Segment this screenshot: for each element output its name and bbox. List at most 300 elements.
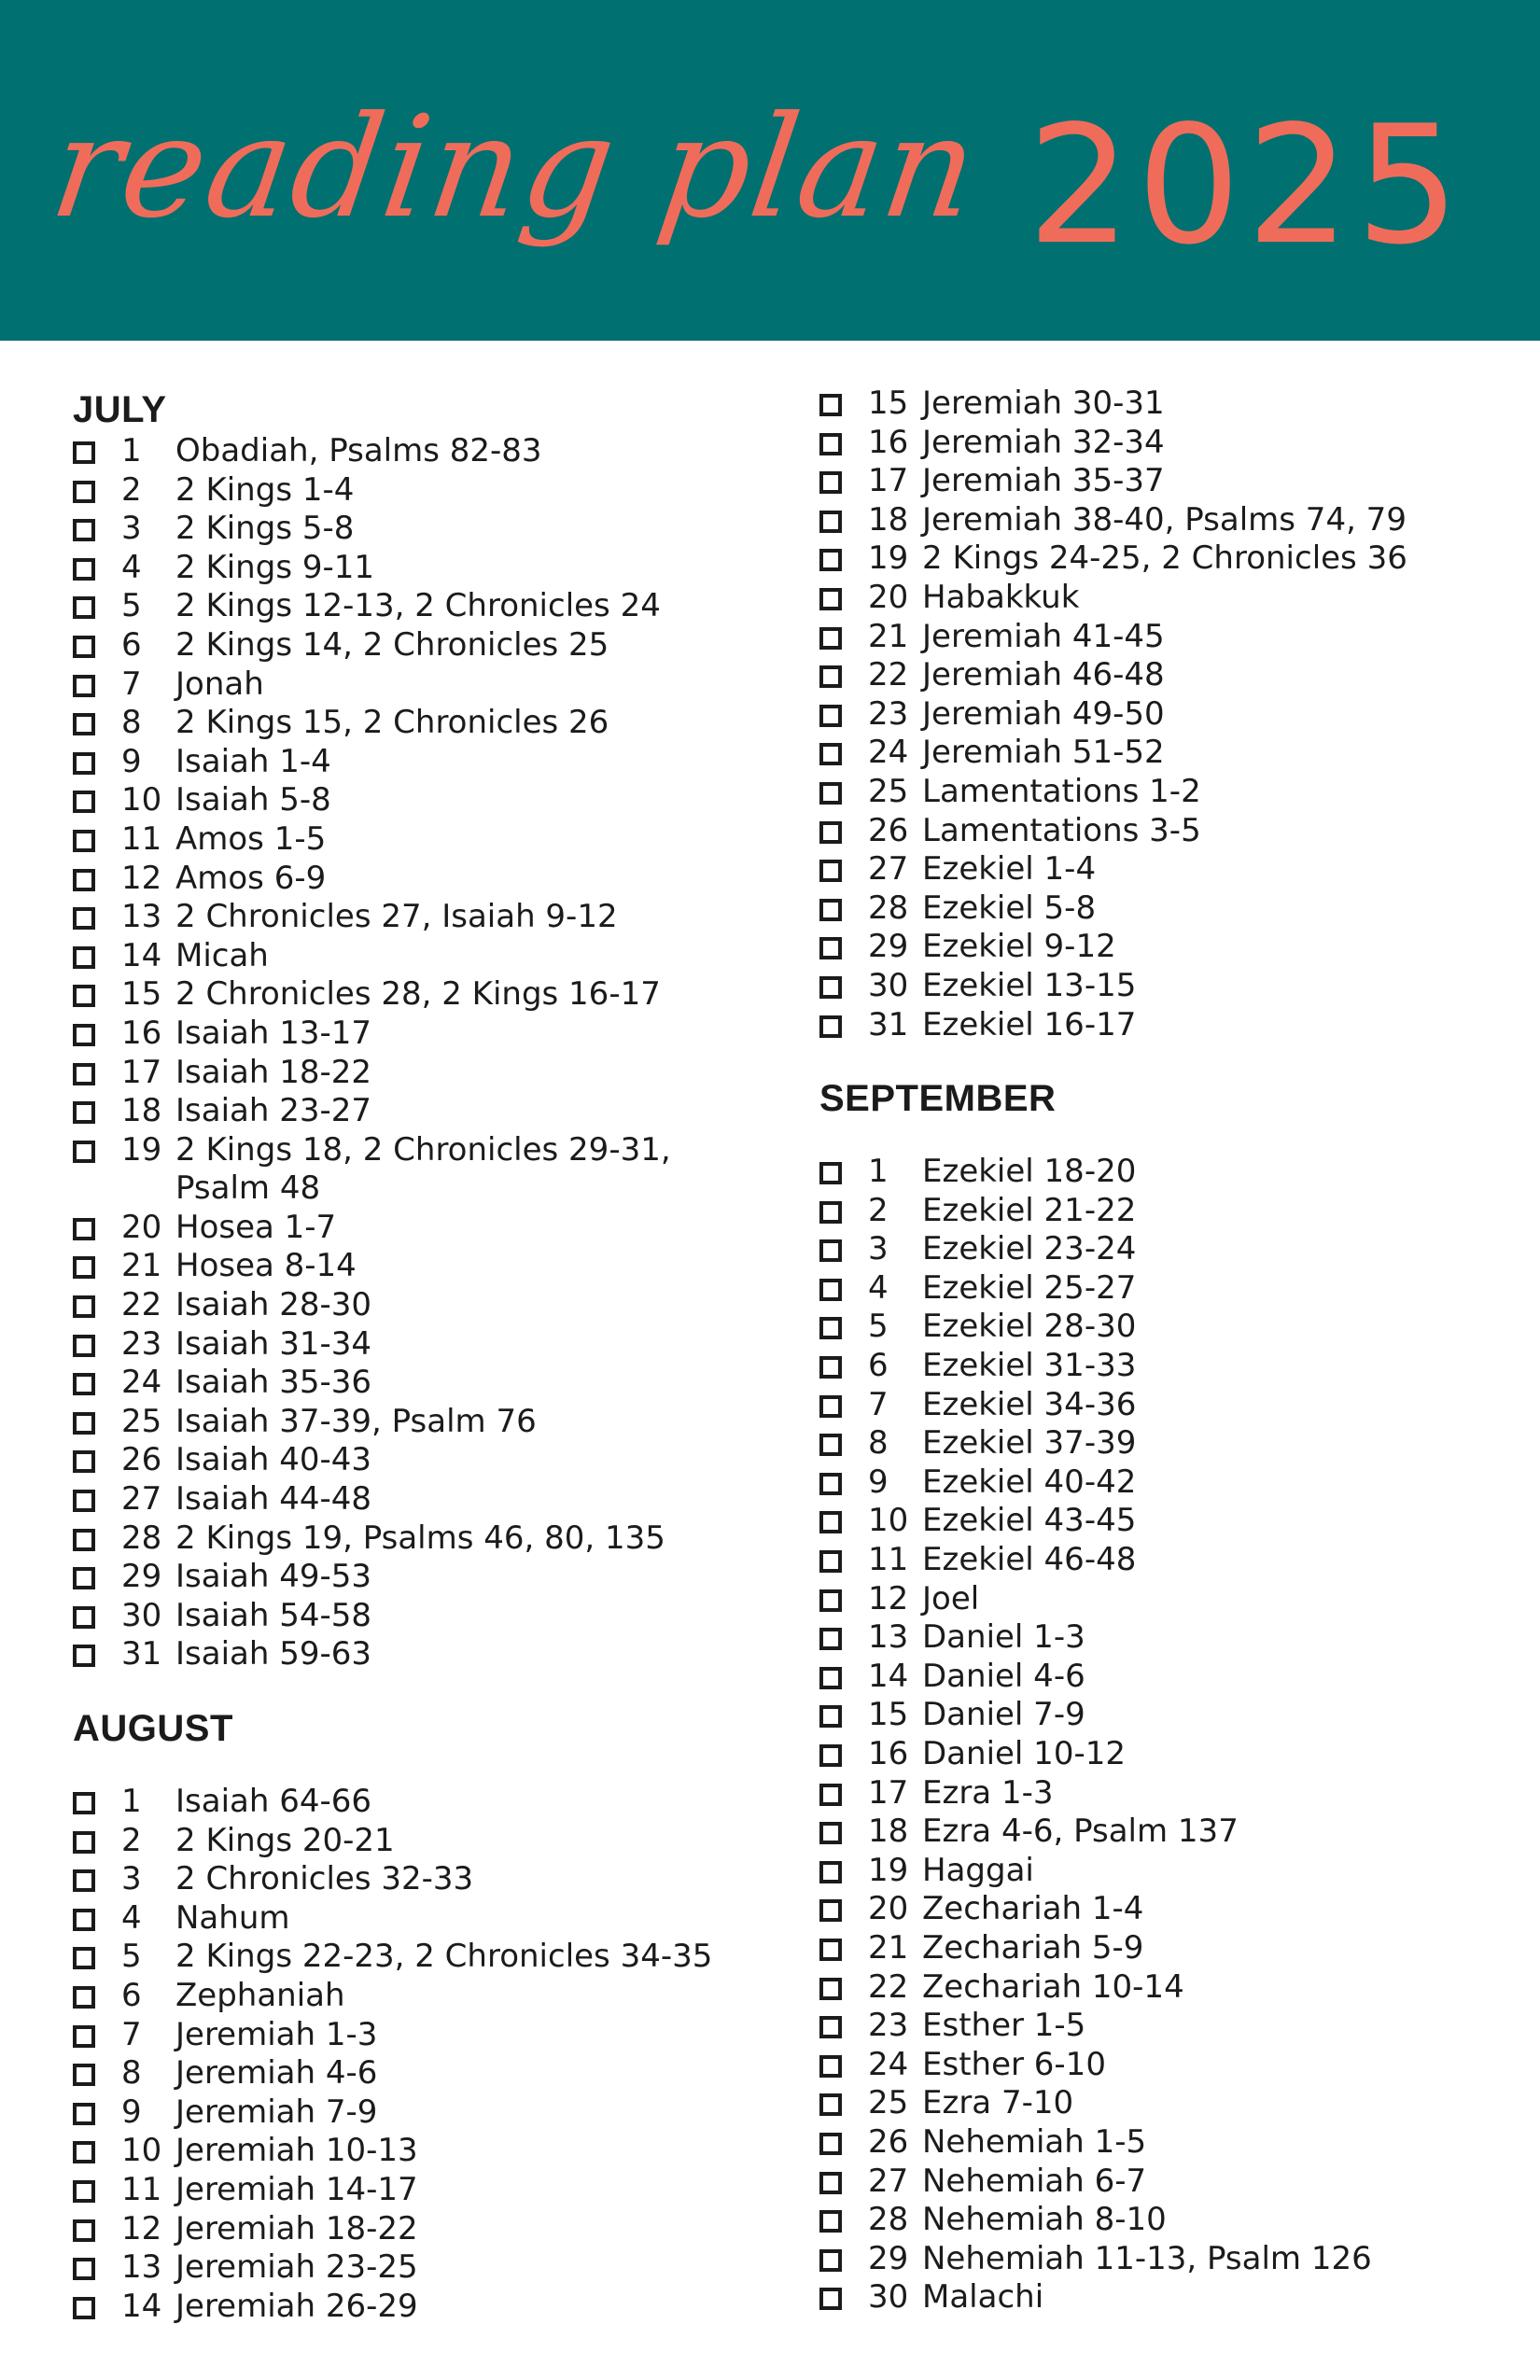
checkbox[interactable] (819, 1511, 842, 1533)
reading-row (73, 1519, 763, 1559)
checkbox[interactable] (819, 1705, 842, 1728)
reading-text-line: Jeremiah 14-17 (175, 2170, 418, 2208)
reading-text (175, 1286, 763, 1325)
checkbox[interactable] (73, 1335, 95, 1357)
reading-text-line: Esther 1-5 (922, 2007, 1086, 2045)
reading-text-line: Amos 1-5 (175, 819, 327, 858)
day-number: 24 (868, 734, 909, 772)
checkbox[interactable] (73, 1645, 95, 1667)
left-column (73, 387, 763, 2326)
reading-text-line: 2 Kings 18, 2 Chronicles 29-31, (175, 1130, 671, 1169)
checkbox[interactable] (819, 1628, 842, 1650)
reading-text (175, 1092, 763, 1131)
day-number: 4 (868, 1268, 889, 1307)
day-number: 23 (121, 1324, 162, 1363)
reading-row (73, 1325, 763, 1365)
checkbox[interactable] (819, 471, 842, 494)
checkbox[interactable] (819, 1589, 842, 1612)
day-number: 23 (868, 2007, 909, 2045)
reading-row (819, 618, 1510, 657)
checkbox[interactable] (819, 2133, 842, 2155)
reading-text (175, 1597, 763, 1636)
reading-row (819, 501, 1510, 540)
day-number: 8 (121, 704, 142, 742)
reading-row (819, 1006, 1510, 1045)
day-number: 17 (868, 462, 909, 500)
checkbox[interactable] (819, 2288, 842, 2310)
day-number: 6 (121, 1976, 142, 2014)
checkbox[interactable] (73, 1412, 95, 1435)
reading-text-line: Isaiah 49-53 (175, 1558, 372, 1596)
checkbox[interactable] (73, 2103, 95, 2125)
day-number: 17 (121, 1053, 162, 1091)
day-number: 18 (868, 1813, 909, 1851)
reading-row (73, 1209, 763, 1248)
reading-text (175, 860, 763, 899)
reading-text (922, 1541, 1510, 1580)
reading-text-line: Jeremiah 49-50 (922, 694, 1165, 733)
checkbox[interactable] (73, 1101, 95, 1124)
reading-text-line: Isaiah 64-66 (175, 1783, 372, 1820)
checkbox[interactable] (819, 2016, 842, 2038)
reading-list-july (73, 432, 763, 1674)
reading-text-line: Ezekiel 13-15 (922, 966, 1137, 1004)
reading-text-line: Ezekiel 25-27 (922, 1268, 1137, 1307)
day-number: 10 (868, 1502, 909, 1540)
reading-text-line: Jeremiah 23-25 (175, 2248, 418, 2287)
reading-text-line: Ezekiel 28-30 (922, 1308, 1137, 1346)
reading-text-line: 2 Kings 14, 2 Chronicles 25 (175, 625, 609, 664)
day-number: 19 (868, 539, 909, 578)
checkbox[interactable] (819, 1784, 842, 1806)
reading-text-line: Jeremiah 46-48 (922, 656, 1165, 694)
reading-row (819, 1580, 1510, 1619)
reading-row (73, 2288, 763, 2327)
reading-text-line: Jeremiah 38-40, Psalms 74, 79 (922, 500, 1407, 539)
reading-text (922, 1386, 1510, 1425)
day-number: 30 (121, 1596, 162, 1634)
reading-text-line: Jeremiah 18-22 (175, 2209, 418, 2247)
reading-text (922, 1618, 1510, 1658)
checkbox[interactable] (819, 2249, 842, 2272)
reading-text-line: Isaiah 35-36 (175, 1364, 372, 1402)
reading-text (175, 1441, 763, 1480)
reading-row (73, 975, 763, 1015)
reading-text (922, 2278, 1510, 2317)
reading-text (922, 1308, 1510, 1347)
reading-text-line: Isaiah 31-34 (175, 1324, 372, 1363)
reading-row (819, 1735, 1510, 1774)
reading-row (819, 967, 1510, 1006)
reading-row (819, 385, 1510, 424)
day-number: 16 (868, 423, 909, 461)
reading-text-line: Ezekiel 31-33 (922, 1347, 1137, 1385)
checkbox[interactable] (73, 1490, 95, 1512)
reading-row (73, 1286, 763, 1325)
checkbox[interactable] (73, 752, 95, 775)
reading-text-line: Zechariah 1-4 (922, 1890, 1144, 1928)
day-number: 5 (868, 1308, 889, 1346)
day-number: 2 (868, 1191, 889, 1229)
checkbox[interactable] (819, 1239, 842, 1262)
reading-text (922, 424, 1510, 463)
reading-text (922, 1463, 1510, 1503)
day-number: 13 (121, 2248, 162, 2287)
reading-text-line: Isaiah 13-17 (175, 1014, 372, 1052)
checkbox[interactable] (73, 596, 95, 619)
reading-row (819, 1230, 1510, 1269)
day-number: 10 (121, 2132, 162, 2170)
checkbox[interactable] (819, 937, 842, 959)
day-number: 21 (121, 1247, 162, 1285)
checkbox[interactable] (819, 1899, 842, 1922)
checkbox[interactable] (73, 791, 95, 813)
month-heading-july: JULY (73, 389, 167, 430)
checkbox[interactable] (73, 1831, 95, 1854)
reading-row (819, 1424, 1510, 1463)
checkbox[interactable] (73, 636, 95, 658)
checkbox[interactable] (819, 1473, 842, 1495)
reading-text-line: Daniel 7-9 (922, 1696, 1085, 1734)
reading-row (73, 1635, 763, 1674)
checkbox[interactable] (819, 821, 842, 844)
reading-row (819, 2046, 1510, 2085)
reading-row (73, 665, 763, 705)
reading-text (175, 1783, 763, 1822)
reading-text (175, 432, 763, 471)
reading-text-line: Daniel 4-6 (922, 1657, 1085, 1695)
reading-row (73, 860, 763, 899)
reading-row (73, 704, 763, 743)
reading-row (819, 889, 1510, 929)
reading-row (819, 1813, 1510, 1852)
reading-row (819, 1968, 1510, 2008)
day-number: 1 (121, 1783, 142, 1820)
checkbox[interactable] (819, 1395, 842, 1418)
checkbox[interactable] (819, 1822, 842, 1844)
day-number: 3 (868, 1230, 889, 1268)
reading-text-line: Nehemiah 8-10 (922, 2201, 1167, 2239)
reading-row (819, 850, 1510, 889)
reading-text (922, 1852, 1510, 1891)
reading-row (73, 898, 763, 937)
checkbox[interactable] (819, 1279, 842, 1301)
checkbox[interactable] (819, 1939, 842, 1961)
checkbox[interactable] (819, 2172, 842, 2194)
checkbox[interactable] (73, 1567, 95, 1589)
checkbox[interactable] (819, 2093, 842, 2116)
reading-text (922, 1230, 1510, 1269)
day-number: 24 (121, 1364, 162, 1402)
checkbox[interactable] (73, 869, 95, 891)
day-number: 29 (868, 928, 909, 966)
day-number: 22 (868, 1967, 909, 2006)
reading-text-line: Jeremiah 26-29 (175, 2287, 418, 2325)
reading-row (819, 1153, 1510, 1192)
reading-text-line: Lamentations 3-5 (922, 811, 1201, 849)
reading-text-line: Ezekiel 37-39 (922, 1424, 1137, 1463)
reading-row (819, 1658, 1510, 1697)
day-number: 25 (868, 2084, 909, 2122)
day-number: 27 (868, 2162, 909, 2200)
day-number: 12 (121, 2209, 162, 2247)
reading-text (922, 1006, 1510, 1045)
reading-text-line: Jeremiah 30-31 (922, 385, 1165, 422)
reading-row (73, 1441, 763, 1480)
day-number: 26 (868, 2122, 909, 2161)
checkbox[interactable] (73, 675, 95, 697)
day-number: 11 (868, 1541, 909, 1579)
reading-row (73, 1899, 763, 1939)
checkbox[interactable] (819, 1861, 842, 1883)
reading-row (73, 432, 763, 471)
reading-row (73, 2171, 763, 2210)
day-number: 11 (121, 819, 162, 858)
checkbox[interactable] (73, 519, 95, 541)
checkbox[interactable] (73, 2141, 95, 2163)
reading-text-line: Ezekiel 23-24 (922, 1230, 1137, 1268)
checkbox[interactable] (73, 830, 95, 852)
checkbox[interactable] (73, 1947, 95, 1969)
checkbox[interactable] (819, 1015, 842, 1038)
reading-text (922, 812, 1510, 851)
checkbox[interactable] (819, 705, 842, 727)
reading-row (819, 462, 1510, 501)
reading-row (819, 695, 1510, 735)
reading-text-line: Jeremiah 32-34 (922, 423, 1165, 461)
checkbox[interactable] (819, 1550, 842, 1573)
reading-row (73, 743, 763, 782)
checkbox[interactable] (819, 1978, 842, 2000)
checkbox[interactable] (819, 627, 842, 650)
checkbox[interactable] (819, 1667, 842, 1689)
reading-text-line: Hosea 1-7 (175, 1208, 337, 1246)
checkbox[interactable] (73, 2025, 95, 2048)
checkbox[interactable] (819, 2210, 842, 2233)
reading-row (819, 424, 1510, 463)
reading-text-line: 2 Chronicles 32-33 (175, 1860, 474, 1898)
checkbox[interactable] (73, 2064, 95, 2086)
day-number: 24 (868, 2045, 909, 2083)
day-number: 8 (868, 1424, 889, 1463)
day-number: 16 (868, 1735, 909, 1772)
reading-text (175, 665, 763, 705)
month-heading-september: SEPTEMBER (819, 1078, 1057, 1120)
checkbox[interactable] (73, 1295, 95, 1318)
reading-text (922, 579, 1510, 618)
checkbox[interactable] (73, 985, 95, 1007)
checkbox[interactable] (819, 782, 842, 805)
reading-row (73, 2093, 763, 2133)
day-number: 29 (868, 2239, 909, 2277)
day-number: 13 (121, 898, 162, 936)
reading-text (175, 2132, 763, 2171)
reading-text (922, 1192, 1510, 1231)
day-number: 6 (121, 625, 142, 664)
reading-text-line: Ezekiel 9-12 (922, 928, 1116, 966)
reading-text-line: Ezekiel 18-20 (922, 1153, 1137, 1191)
reading-text-line: Isaiah 44-48 (175, 1480, 372, 1519)
reading-row (73, 1977, 763, 2016)
reading-row (819, 1618, 1510, 1658)
day-number: 27 (868, 850, 909, 889)
day-number: 26 (121, 1441, 162, 1479)
reading-text-line: Isaiah 1-4 (175, 742, 331, 780)
day-number: 2 (121, 470, 142, 509)
checkbox[interactable] (819, 1434, 842, 1456)
reading-row (819, 1308, 1510, 1347)
reading-text (922, 1929, 1510, 1968)
reading-text-line: 2 Kings 24-25, 2 Chronicles 36 (922, 539, 1407, 578)
checkbox[interactable] (73, 1373, 95, 1395)
reading-text (175, 2210, 763, 2249)
reading-text (175, 820, 763, 860)
reading-text (175, 1977, 763, 2016)
checkbox[interactable] (73, 2180, 95, 2203)
reading-text (175, 549, 763, 588)
checkbox[interactable] (73, 2219, 95, 2242)
reading-text (175, 2016, 763, 2055)
checkbox[interactable] (73, 713, 95, 735)
reading-text-line: Nehemiah 1-5 (922, 2122, 1147, 2161)
reading-row (73, 1480, 763, 1519)
day-number: 15 (868, 385, 909, 422)
checkbox[interactable] (73, 1606, 95, 1629)
reading-row (819, 2240, 1510, 2279)
reading-text-line: Zechariah 10-14 (922, 1967, 1184, 2006)
reading-text-line: Jeremiah 10-13 (175, 2132, 418, 2170)
reading-text (175, 704, 763, 743)
day-number: 15 (121, 975, 162, 1014)
reading-text-line: Ezra 7-10 (922, 2084, 1074, 2122)
day-number: 9 (868, 1463, 889, 1501)
checkbox[interactable] (73, 1986, 95, 2009)
reading-text-line: Joel (922, 1579, 980, 1617)
checkbox[interactable] (73, 1529, 95, 1551)
reading-text-line: Ezekiel 40-42 (922, 1463, 1137, 1501)
checkbox[interactable] (73, 481, 95, 503)
reading-row (819, 2201, 1510, 2240)
checkbox[interactable] (73, 441, 95, 464)
reading-text-line: Isaiah 54-58 (175, 1596, 372, 1634)
month-heading-august: AUGUST (73, 1708, 233, 1749)
reading-text (922, 1968, 1510, 2008)
checkbox[interactable] (819, 1744, 842, 1767)
reading-row (819, 1463, 1510, 1503)
day-number: 10 (121, 781, 162, 819)
reading-row (73, 937, 763, 976)
checkbox[interactable] (819, 665, 842, 688)
checkbox[interactable] (819, 860, 842, 882)
reading-row (73, 1364, 763, 1403)
reading-row (73, 1783, 763, 1822)
checkbox[interactable] (73, 1141, 95, 1163)
reading-text (175, 1822, 763, 1861)
checkbox[interactable] (819, 899, 842, 921)
reading-text (922, 1658, 1510, 1697)
reading-row (73, 510, 763, 549)
checkbox[interactable] (819, 1356, 842, 1379)
reading-row (819, 539, 1510, 579)
day-number: 22 (868, 656, 909, 694)
checkbox[interactable] (73, 2258, 95, 2280)
reading-text-line: Habakkuk (922, 578, 1080, 616)
reading-text (175, 1480, 763, 1519)
checkbox[interactable] (819, 394, 842, 416)
checkbox[interactable] (73, 907, 95, 930)
checkbox[interactable] (73, 558, 95, 581)
reading-row (819, 773, 1510, 812)
checkbox[interactable] (819, 976, 842, 999)
reading-text (922, 2007, 1510, 2046)
day-number: 25 (868, 772, 909, 810)
checkbox[interactable] (73, 1909, 95, 1931)
reading-row (73, 1860, 763, 1899)
checkbox[interactable] (819, 511, 842, 533)
banner-script-title: reading plan (42, 87, 988, 249)
day-number: 15 (868, 1696, 909, 1734)
right-column (819, 385, 1510, 2317)
day-number: 22 (121, 1286, 162, 1324)
reading-row (819, 1890, 1510, 1929)
day-number: 4 (121, 548, 142, 586)
checkbox[interactable] (73, 1063, 95, 1085)
checkbox[interactable] (73, 1450, 95, 1473)
reading-row (73, 2210, 763, 2249)
checkbox[interactable] (819, 2055, 842, 2078)
reading-text (922, 928, 1510, 967)
day-number: 17 (868, 1773, 909, 1812)
reading-text (175, 2093, 763, 2133)
reading-row (819, 812, 1510, 851)
checkbox[interactable] (73, 1792, 95, 1814)
day-number: 31 (121, 1635, 162, 1673)
checkbox[interactable] (819, 549, 842, 571)
reading-text-line: Lamentations 1-2 (922, 772, 1201, 810)
reading-row (819, 2163, 1510, 2202)
reading-text-line: 2 Chronicles 27, Isaiah 9-12 (175, 898, 618, 936)
checkbox[interactable] (73, 2297, 95, 2319)
reading-text-line: Isaiah 5-8 (175, 781, 331, 819)
reading-row (73, 471, 763, 511)
day-number: 9 (121, 2093, 142, 2131)
checkbox[interactable] (819, 1201, 842, 1224)
checkbox[interactable] (73, 1256, 95, 1279)
checkbox[interactable] (819, 1317, 842, 1339)
checkbox[interactable] (819, 1162, 842, 1184)
reading-text (922, 501, 1510, 540)
checkbox[interactable] (819, 743, 842, 765)
reading-text (922, 1890, 1510, 1929)
checkbox[interactable] (73, 946, 95, 969)
reading-row (819, 1386, 1510, 1425)
reading-text (175, 1860, 763, 1899)
checkbox[interactable] (819, 588, 842, 610)
day-number: 20 (868, 1890, 909, 1928)
checkbox[interactable] (73, 1218, 95, 1240)
reading-text-line: Nahum (175, 1898, 290, 1937)
reading-text-line: Hosea 8-14 (175, 1247, 357, 1285)
day-number: 14 (121, 2287, 162, 2325)
checkbox[interactable] (819, 433, 842, 455)
day-number: 7 (121, 665, 142, 703)
banner-year: 2025 (1027, 91, 1465, 281)
reading-text (922, 385, 1510, 424)
reading-row (819, 1541, 1510, 1580)
checkbox[interactable] (73, 1869, 95, 1892)
checkbox[interactable] (73, 1024, 95, 1046)
reading-text-line: Jeremiah 51-52 (922, 734, 1165, 772)
